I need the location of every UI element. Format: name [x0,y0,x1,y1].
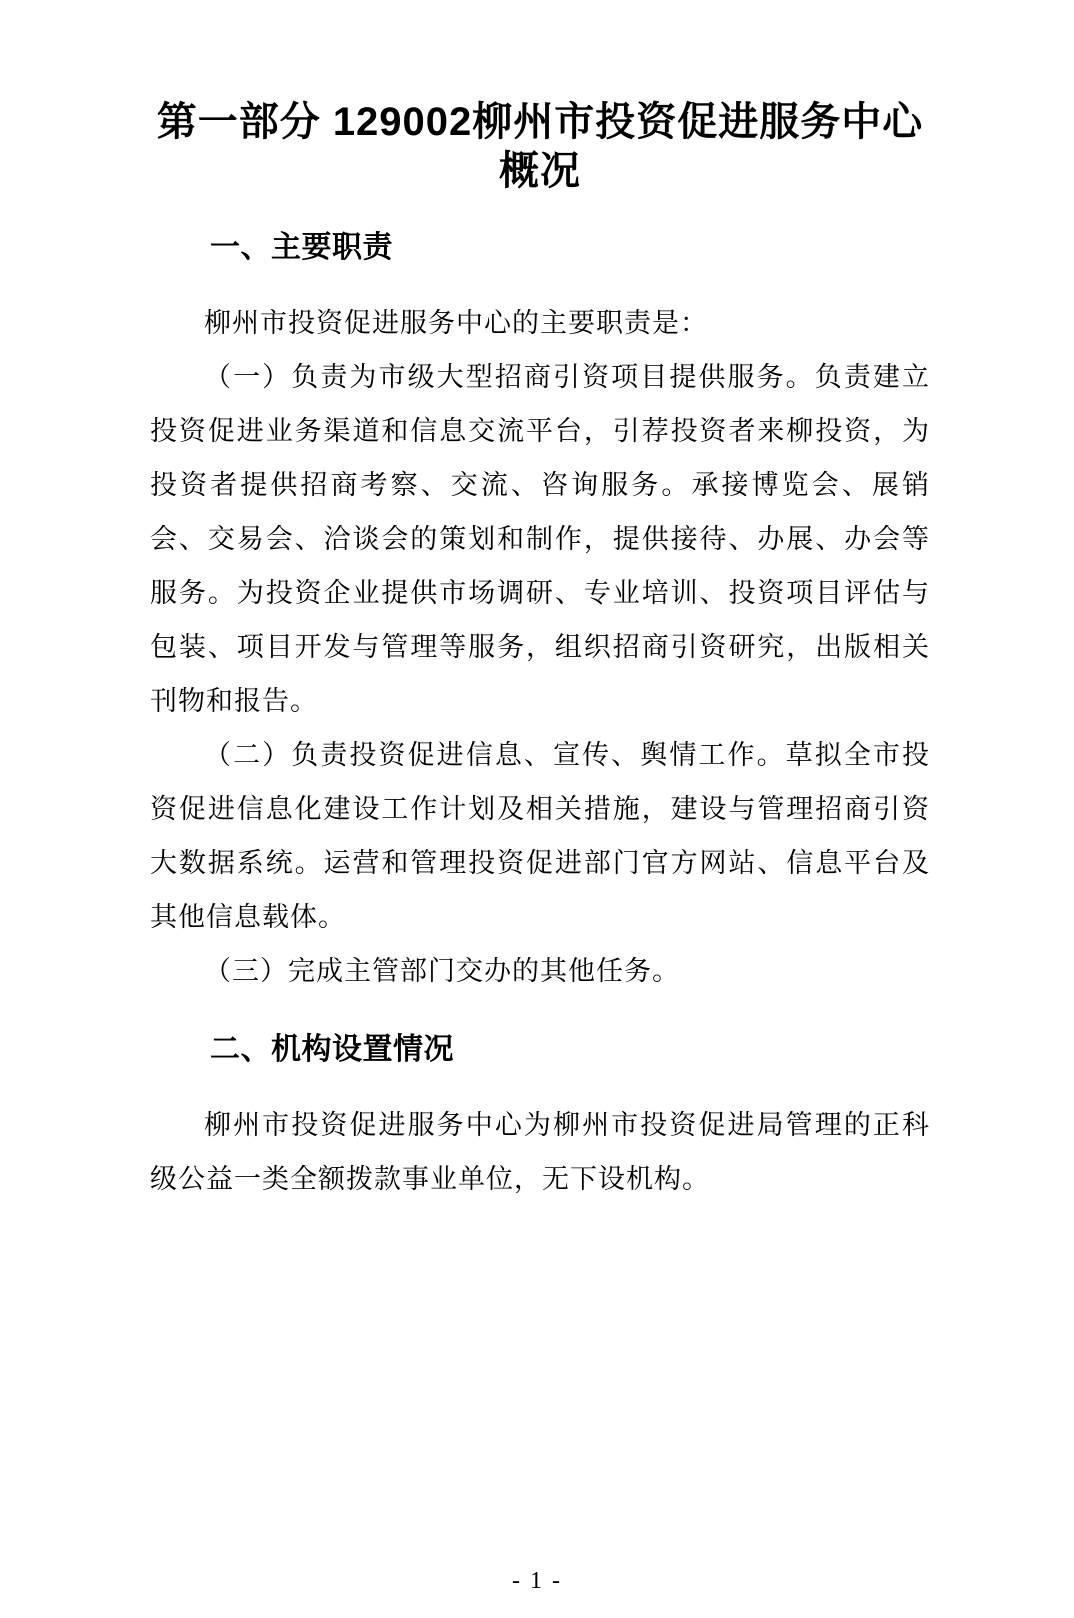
document-title [150,98,930,196]
section-heading-organization-setup: 二、机构设置情况 [210,1033,454,1066]
paragraph-duties-intro: 柳州市投资促进服务中心的主要职责是： [204,308,708,338]
paragraph-organization-setup: 柳州市投资促进服务中心为柳州市投资促进局管理的正科级公益一类全额拨款事业单位，无下设机构。 [150,1110,930,1194]
page-number: - 1 - [512,1568,562,1594]
document-title-line-2: 概况 [499,149,581,193]
paragraph-duty-3: （三）完成主管部门交办的其他任务。 [204,956,680,986]
document-title-line-1: 第一部分 129002柳州市投资促进服务中心 [156,100,924,144]
section-main-duties [150,226,930,998]
section-organization-setup [150,1028,930,1206]
paragraph-duty-1: （一）负责为市级大型招商引资项目提供服务。负责建立投资促进业务渠道和信息交流平台，引荐投资者来柳投资，为投资者提供招商考察、交流、咨询服务。承接博览会、展销会、交易会、洽谈会的策划和制作，提供接待、办展、办会等服务。为投资企业提供市场调研、专业培训、投资项目评估与包装、项目开发与管理等服务，组织招商引资研究，出版相关刊物和报告。 [150,362,930,716]
paragraph-duty-2: （二）负责投资促进信息、宣传、舆情工作。草拟全市投资促进信息化建设工作计划及相关措施，建设与管理招商引资大数据系统。运营和管理投资促进部门官方网站、信息平台及其他信息载体。 [150,740,930,932]
document-page [0,98,1074,1618]
section-heading-main-duties: 一、主要职责 [210,231,393,264]
